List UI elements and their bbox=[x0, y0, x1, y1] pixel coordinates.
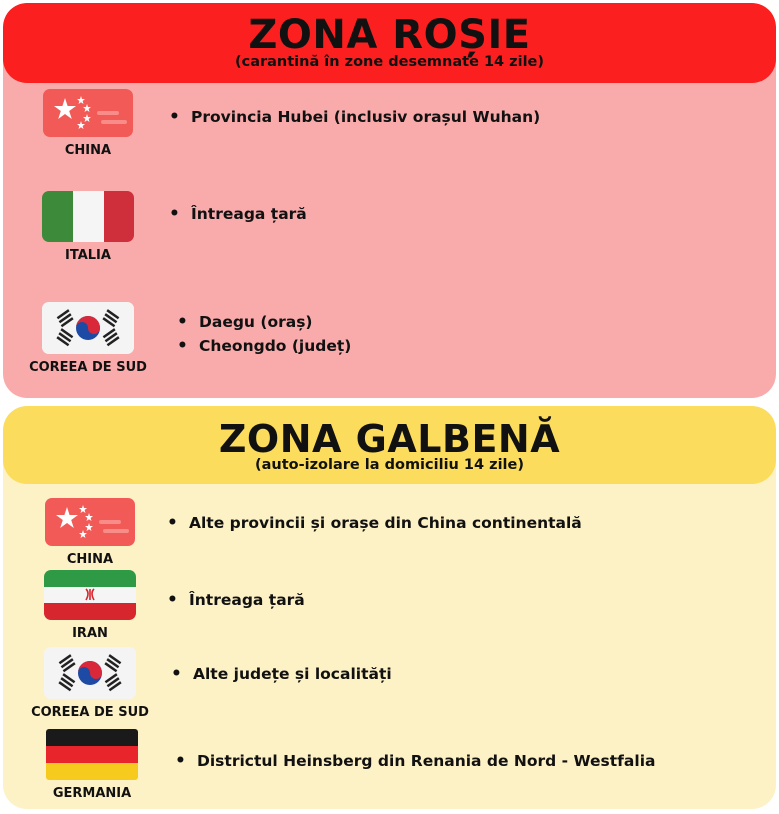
yellow-zone-header bbox=[3, 406, 776, 484]
red-zone-china-items bbox=[169, 105, 540, 129]
yellow-zone-subtitle: (auto-izolare la domiciliu 14 zile) bbox=[255, 457, 524, 473]
red-zone-country-china bbox=[13, 89, 163, 158]
yellow-zone-country-germania bbox=[17, 729, 167, 801]
list-item: • Provincia Hubei (inclusiv orașul Wuhan) bbox=[169, 105, 540, 129]
yellow-zone-title: ZONA GALBENĂ bbox=[218, 417, 561, 461]
yellow-zone-germania-items bbox=[175, 749, 655, 773]
china-flag-icon bbox=[43, 89, 133, 137]
south-korea-flag-icon bbox=[44, 647, 136, 699]
country-name: CHINA bbox=[64, 143, 112, 158]
yellow-zone-country-china bbox=[15, 498, 165, 567]
list-item: • Întreaga țară bbox=[167, 588, 305, 612]
country-name: ITALIA bbox=[65, 248, 111, 263]
yellow-zone-coreea-items bbox=[171, 662, 392, 686]
red-zone-header bbox=[3, 3, 776, 83]
germany-flag-icon bbox=[46, 729, 138, 780]
red-zone-country-coreea bbox=[13, 302, 163, 375]
country-name: GERMANIA bbox=[52, 786, 132, 801]
yellow-zone-country-coreea bbox=[15, 647, 165, 720]
country-name: COREEA DE SUD bbox=[31, 705, 149, 720]
country-name: IRAN bbox=[72, 626, 108, 641]
yellow-zone-panel bbox=[3, 406, 776, 809]
south-korea-flag-icon bbox=[42, 302, 134, 354]
yellow-zone-china-items bbox=[167, 511, 582, 535]
country-name: COREEA DE SUD bbox=[29, 360, 147, 375]
italy-flag-icon bbox=[42, 191, 134, 242]
list-item: • Alte provincii și orașe din China continentală bbox=[167, 511, 582, 535]
country-name: CHINA bbox=[66, 552, 114, 567]
yellow-zone-country-iran bbox=[15, 570, 165, 641]
red-zone-country-italia bbox=[13, 191, 163, 263]
list-item: • Întreaga țară bbox=[169, 202, 307, 226]
red-zone-italia-items bbox=[169, 202, 307, 226]
iran-flag-icon bbox=[44, 570, 136, 620]
red-zone-coreea-items bbox=[177, 310, 351, 358]
china-flag-icon bbox=[45, 498, 135, 546]
list-item: • Daegu (oraș) bbox=[177, 310, 351, 334]
list-item: • Alte județe și localități bbox=[171, 662, 392, 686]
yellow-zone-iran-items bbox=[167, 588, 305, 612]
red-zone-subtitle: (carantină în zone desemnate 14 zile) bbox=[234, 54, 545, 70]
list-item: • Cheongdo (județ) bbox=[177, 334, 351, 358]
red-zone-title: ZONA ROȘIE bbox=[248, 12, 531, 58]
list-item: • Districtul Heinsberg din Renania de Nord - Westfalia bbox=[175, 749, 655, 773]
red-zone-panel bbox=[3, 3, 776, 398]
